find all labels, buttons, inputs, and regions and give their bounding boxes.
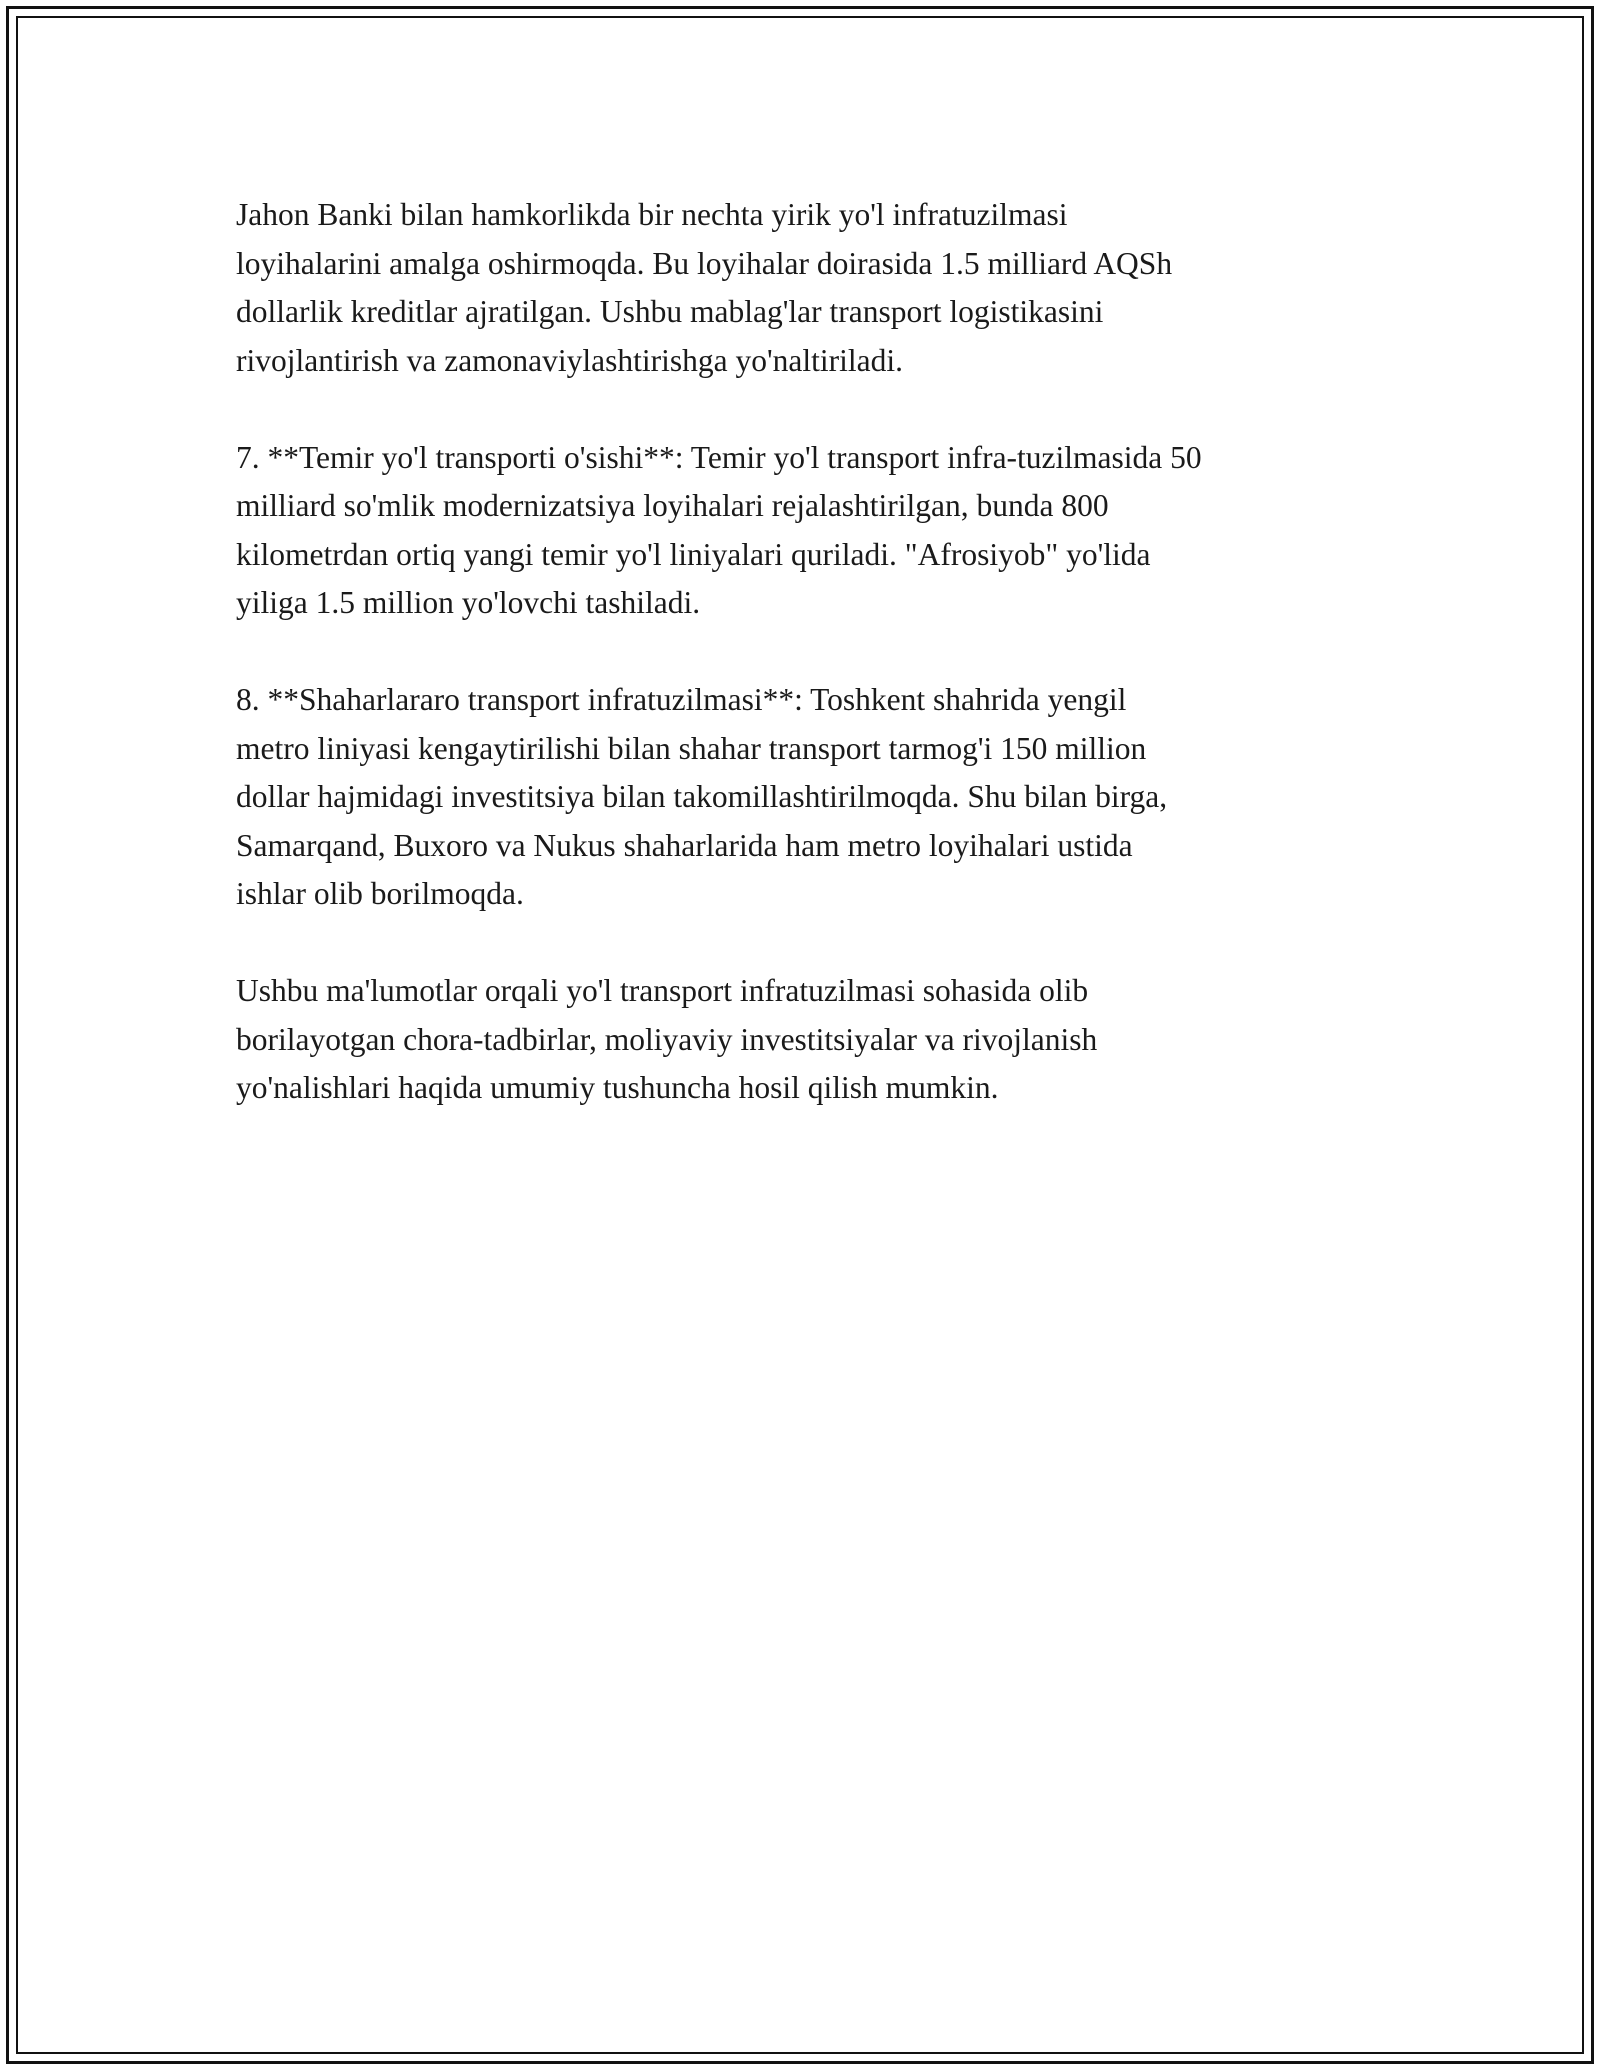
text-line: yiliga 1.5 million yo'lovchi tashiladi. <box>236 585 701 620</box>
text-line: ishlar olib borilmoqda. <box>236 876 524 911</box>
text-line: yo'nalishlari haqida umumiy tushuncha hosil qilish mumkin. <box>236 1070 999 1105</box>
text-line: 8. **Shaharlararo transport infratuzilmasi**: Toshkent shahrida yengil <box>236 682 1127 717</box>
text-line: metro liniyasi kengaytirilishi bilan shahar transport tarmog'i 150 million <box>236 730 1147 766</box>
text-line: dollarlik kreditlar ajratilgan. Ushbu mablag'lar transport logistikasini <box>236 294 1104 329</box>
paragraph-world-bank-loans <box>236 191 1386 385</box>
paragraph-conclusion <box>236 967 1386 1113</box>
text-line: Ushbu ma'lumotlar orqali yo'l transport infratuzilmasi sohasida olib <box>236 973 1089 1008</box>
document-body <box>236 191 1386 1161</box>
text-line: milliard so'mlik modernizatsiya loyihalari rejalashtirilgan, bunda 800 <box>236 488 1109 523</box>
paragraph-intercity-transport <box>236 676 1386 919</box>
text-line: dollar hajmidagi investitsiya bilan takomillashtirilmoqda. Shu bilan birga, <box>236 779 1168 814</box>
text-line: rivojlantirish va zamonaviylashtirishga yo'naltiriladi. <box>236 342 904 378</box>
text-line: kilometrdan ortiq yangi temir yo'l liniyalari quriladi. "Afrosiyob" yo'lida <box>236 536 1151 572</box>
paragraph-railway-growth <box>236 434 1386 628</box>
text-line: Samarqand, Buxoro va Nukus shaharlarida ham metro loyihalari ustida <box>236 827 1133 863</box>
text-line: borilayotgan chora-tadbirlar, moliyaviy investitsiyalar va rivojlanish <box>236 1021 1098 1057</box>
text-line: Jahon Banki bilan hamkorlikda bir nechta yirik yo'l infratuzilmasi <box>236 197 1068 232</box>
text-line: 7. **Temir yo'l transporti o'sishi**: Temir yo'l transport infra-tuzilmasida 50 <box>236 439 1202 475</box>
text-line: loyihalarini amalga oshirmoqda. Bu loyihalar doirasida 1.5 milliard AQSh <box>236 245 1173 281</box>
